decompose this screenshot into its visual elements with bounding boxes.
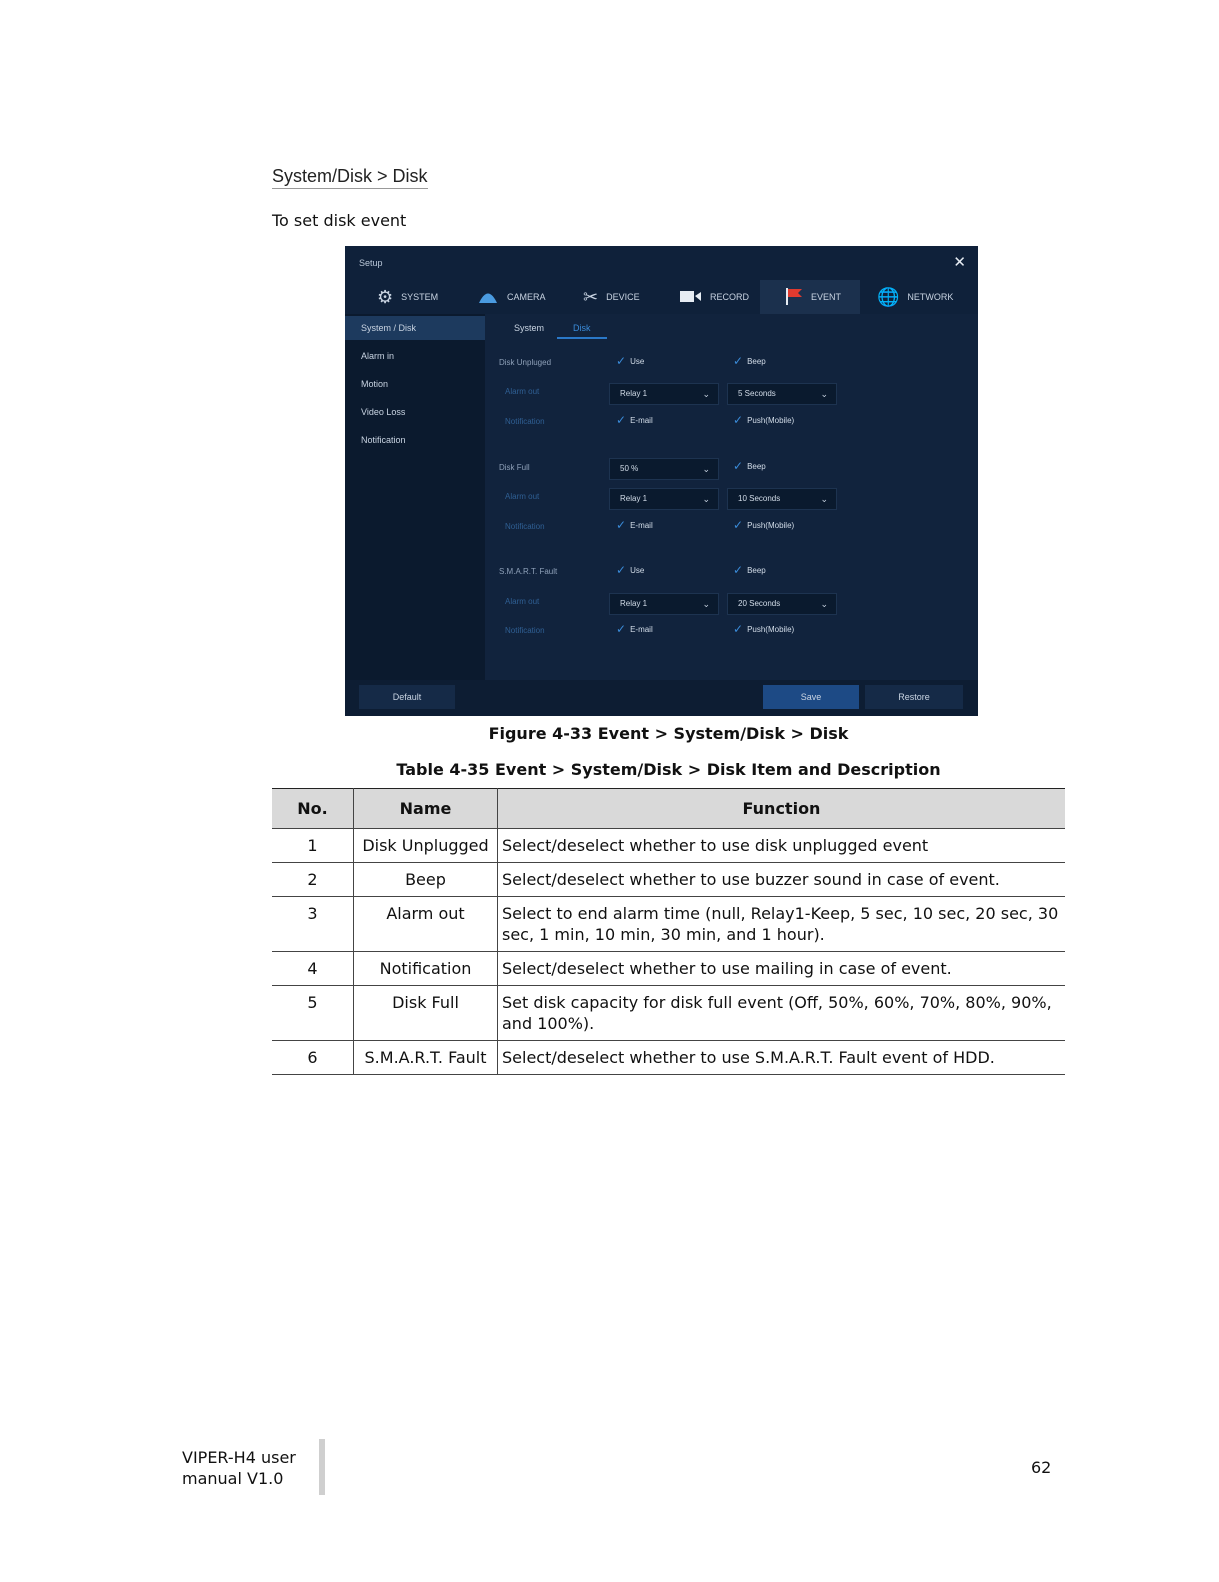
save-button[interactable]: Save bbox=[763, 685, 859, 709]
checkbox-label: Use bbox=[630, 565, 645, 575]
alarm-out-label: Alarm out bbox=[505, 597, 540, 606]
table-row bbox=[272, 863, 1065, 897]
smart-fault-label: S.M.A.R.T. Fault bbox=[499, 567, 558, 576]
cell-no: 6 bbox=[272, 1041, 354, 1075]
disk-unplugged-use-checkbox[interactable] bbox=[616, 355, 644, 367]
cell-no: 2 bbox=[272, 863, 354, 897]
sidebar-item-alarm-in[interactable]: Alarm in bbox=[361, 351, 395, 361]
checkbox-label: E-mail bbox=[630, 624, 653, 634]
chevron-down-icon: ⌄ bbox=[702, 464, 710, 474]
check-icon: ✓ bbox=[733, 563, 744, 577]
checkbox-label: Push(Mobile) bbox=[747, 624, 795, 634]
checkbox-label: Push(Mobile) bbox=[747, 520, 795, 530]
notification-label: Notification bbox=[505, 417, 545, 426]
description-table bbox=[272, 788, 1065, 1075]
default-button[interactable]: Default bbox=[359, 685, 455, 709]
sidebar bbox=[345, 314, 485, 680]
checkbox-label: Beep bbox=[747, 565, 766, 575]
cell-function: Select/deselect whether to use disk unplugged event bbox=[498, 829, 1066, 863]
check-icon: ✓ bbox=[616, 413, 627, 427]
chevron-down-icon: ⌄ bbox=[702, 389, 710, 399]
disk-full-percent-select[interactable] bbox=[609, 458, 719, 480]
tab-label: EVENT bbox=[811, 292, 842, 302]
close-icon[interactable]: ✕ bbox=[953, 254, 966, 271]
document-footer-title bbox=[182, 1447, 296, 1489]
camera-icon bbox=[477, 288, 499, 307]
settings-panel bbox=[485, 314, 978, 680]
sidebar-item-system-disk[interactable]: System / Disk bbox=[345, 316, 485, 340]
tab-device[interactable] bbox=[583, 280, 640, 314]
flag-icon bbox=[785, 287, 803, 308]
notification-label: Notification bbox=[505, 522, 545, 531]
alarm-out-label: Alarm out bbox=[505, 387, 540, 396]
checkbox-label: E-mail bbox=[630, 520, 653, 530]
checkbox-label: E-mail bbox=[630, 415, 653, 425]
check-icon: ✓ bbox=[733, 413, 744, 427]
duration-select[interactable] bbox=[727, 383, 837, 405]
chevron-down-icon: ⌄ bbox=[820, 599, 828, 609]
chevron-down-icon: ⌄ bbox=[702, 494, 710, 504]
select-value: Relay 1 bbox=[620, 599, 648, 608]
cell-no: 1 bbox=[272, 829, 354, 863]
disk-unplugged-beep-checkbox[interactable] bbox=[733, 355, 766, 367]
video-camera-icon bbox=[680, 288, 702, 306]
setup-window-figure bbox=[345, 246, 978, 716]
check-icon: ✓ bbox=[616, 622, 627, 636]
cell-no: 5 bbox=[272, 986, 354, 1041]
email-checkbox[interactable] bbox=[616, 519, 653, 531]
alarm-out-label: Alarm out bbox=[505, 492, 540, 501]
check-icon: ✓ bbox=[616, 563, 627, 577]
select-value: 20 Seconds bbox=[738, 599, 781, 608]
tab-camera[interactable] bbox=[477, 280, 546, 314]
check-icon: ✓ bbox=[616, 354, 627, 368]
check-icon: ✓ bbox=[733, 518, 744, 532]
table-row bbox=[272, 1041, 1065, 1075]
tab-record[interactable] bbox=[680, 280, 749, 314]
window-title: Setup bbox=[359, 258, 383, 268]
cell-function: Select/deselect whether to use buzzer sound in case of event. bbox=[498, 863, 1066, 897]
check-icon: ✓ bbox=[616, 518, 627, 532]
table-caption: Table 4-35 Event > System/Disk > Disk Item and Description bbox=[396, 760, 941, 779]
window-titlebar bbox=[345, 246, 978, 280]
window-footer bbox=[345, 680, 978, 716]
cell-function: Select to end alarm time (null, Relay1-Keep, 5 sec, 10 sec, 20 sec, 30 sec, 1 min, 10 min, 30 min, and 1 hour). bbox=[498, 897, 1066, 952]
tools-icon: ✂ bbox=[583, 287, 599, 307]
table-row bbox=[272, 952, 1065, 986]
relay-select[interactable] bbox=[609, 488, 719, 510]
cell-function: Set disk capacity for disk full event (Off, 50%, 60%, 70%, 80%, 90%, and 100%). bbox=[498, 986, 1066, 1041]
cell-name: Alarm out bbox=[354, 897, 498, 952]
tab-label: CAMERA bbox=[507, 292, 546, 302]
header-no: No. bbox=[272, 789, 354, 829]
table-header-row bbox=[272, 789, 1065, 829]
tab-network[interactable] bbox=[877, 280, 953, 314]
page-number: 62 bbox=[1031, 1458, 1052, 1477]
tab-system[interactable] bbox=[377, 280, 438, 314]
footer-line: VIPER-H4 user bbox=[182, 1448, 296, 1467]
sidebar-item-motion[interactable]: Motion bbox=[361, 379, 389, 389]
select-value: 50 % bbox=[620, 464, 639, 473]
checkbox-label: Beep bbox=[747, 356, 766, 366]
tab-label: NETWORK bbox=[907, 292, 954, 302]
chevron-down-icon: ⌄ bbox=[820, 494, 828, 504]
tab-event[interactable] bbox=[760, 280, 860, 314]
table-row bbox=[272, 986, 1065, 1041]
select-value: 5 Seconds bbox=[738, 389, 776, 398]
tab-label: DEVICE bbox=[606, 292, 640, 302]
relay-select[interactable] bbox=[609, 593, 719, 615]
disk-full-label: Disk Full bbox=[499, 463, 530, 472]
notification-label: Notification bbox=[505, 626, 545, 635]
header-name: Name bbox=[354, 789, 498, 829]
select-value: 10 Seconds bbox=[738, 494, 781, 503]
footer-divider bbox=[319, 1439, 325, 1495]
sidebar-item-notification[interactable]: Notification bbox=[361, 435, 406, 445]
intro-text: To set disk event bbox=[272, 211, 407, 230]
select-value: Relay 1 bbox=[620, 389, 648, 398]
table-row bbox=[272, 897, 1065, 952]
table-row bbox=[272, 829, 1065, 863]
push-checkbox[interactable] bbox=[733, 623, 794, 635]
cell-name: S.M.A.R.T. Fault bbox=[354, 1041, 498, 1075]
email-checkbox[interactable] bbox=[616, 414, 653, 426]
main-tab-bar bbox=[345, 280, 978, 314]
chevron-down-icon: ⌄ bbox=[702, 599, 710, 609]
select-value: Relay 1 bbox=[620, 494, 648, 503]
tab-label: SYSTEM bbox=[401, 292, 439, 302]
tab-label: RECORD bbox=[710, 292, 750, 302]
cell-name: Disk Full bbox=[354, 986, 498, 1041]
smart-fault-use-checkbox[interactable] bbox=[616, 564, 644, 576]
check-icon: ✓ bbox=[733, 622, 744, 636]
disk-unplugged-label: Disk Unpluged bbox=[499, 358, 552, 367]
checkbox-label: Use bbox=[630, 356, 645, 366]
globe-icon: 🌐 bbox=[877, 287, 900, 307]
disk-full-beep-checkbox[interactable] bbox=[733, 460, 766, 472]
footer-line: manual V1.0 bbox=[182, 1469, 284, 1488]
subtab-disk[interactable]: Disk bbox=[557, 319, 607, 339]
restore-button[interactable]: Restore bbox=[865, 685, 963, 709]
duration-select[interactable] bbox=[727, 593, 837, 615]
cell-function: Select/deselect whether to use mailing in case of event. bbox=[498, 952, 1066, 986]
relay-select[interactable] bbox=[609, 383, 719, 405]
duration-select[interactable] bbox=[727, 488, 837, 510]
push-checkbox[interactable] bbox=[733, 414, 794, 426]
check-icon: ✓ bbox=[733, 459, 744, 473]
cell-name: Notification bbox=[354, 952, 498, 986]
check-icon: ✓ bbox=[733, 354, 744, 368]
checkbox-label: Beep bbox=[747, 461, 766, 471]
cell-no: 3 bbox=[272, 897, 354, 952]
header-function: Function bbox=[498, 789, 1066, 829]
chevron-down-icon: ⌄ bbox=[820, 389, 828, 399]
section-heading: System/Disk > Disk bbox=[272, 166, 428, 189]
cell-name: Disk Unplugged bbox=[354, 829, 498, 863]
email-checkbox[interactable] bbox=[616, 623, 653, 635]
sidebar-item-video-loss[interactable]: Video Loss bbox=[361, 407, 406, 417]
cell-no: 4 bbox=[272, 952, 354, 986]
figure-caption: Figure 4-33 Event > System/Disk > Disk bbox=[488, 724, 849, 743]
cell-function: Select/deselect whether to use S.M.A.R.T. Fault event of HDD. bbox=[498, 1041, 1066, 1075]
push-checkbox[interactable] bbox=[733, 519, 794, 531]
subtab-system[interactable]: System bbox=[514, 323, 545, 333]
smart-fault-beep-checkbox[interactable] bbox=[733, 564, 766, 576]
gear-icon: ⚙ bbox=[377, 287, 394, 307]
checkbox-label: Push(Mobile) bbox=[747, 415, 795, 425]
cell-name: Beep bbox=[354, 863, 498, 897]
